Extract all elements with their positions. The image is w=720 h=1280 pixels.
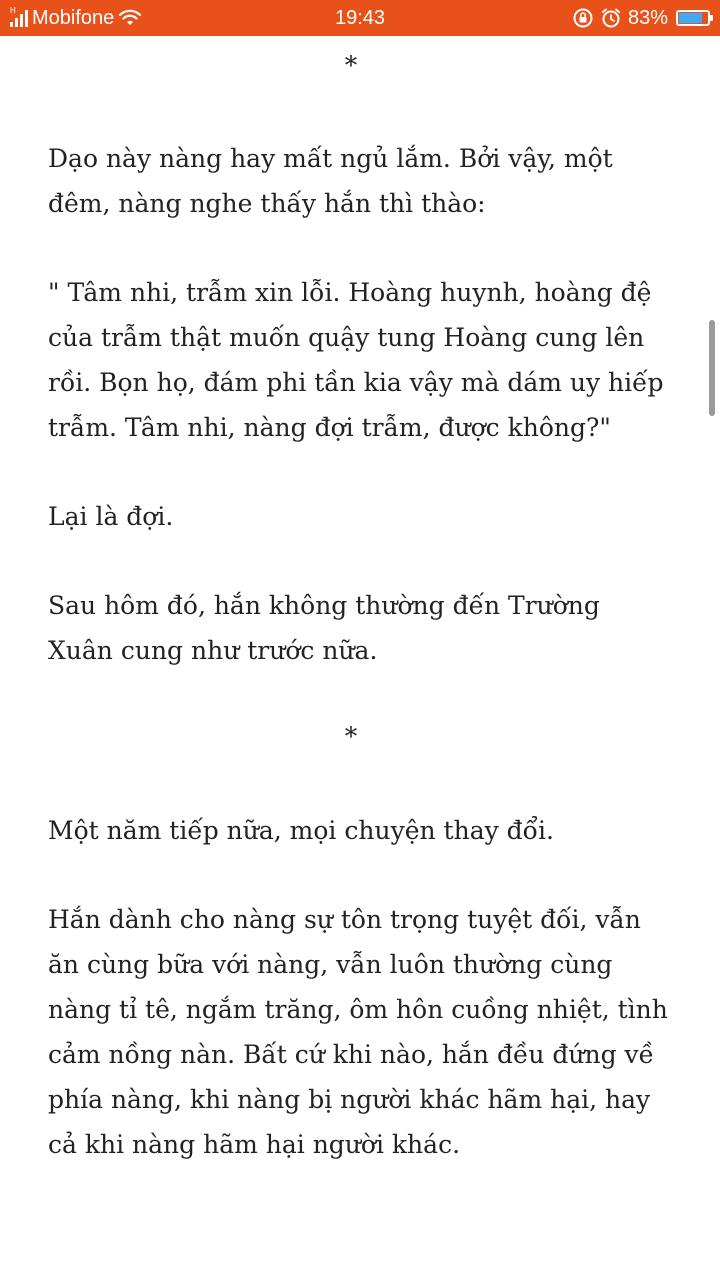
clock: 19:43 <box>334 7 386 29</box>
paragraph: Dạo này nàng hay mất ngủ lắm. Bởi vậy, một đêm, nàng nghe thấy hắn thì thào: <box>48 144 613 218</box>
alarm-icon <box>600 7 622 29</box>
paragraph: Sau hôm đó, hắn không thường đến Trường Xuân cung như trước nữa. <box>48 591 600 665</box>
carrier-name: Mobifone <box>32 6 115 29</box>
wifi-icon <box>118 9 142 27</box>
section-separator: * <box>344 51 358 80</box>
rotation-lock-icon <box>572 7 594 29</box>
network-type-label: H <box>10 6 16 15</box>
paragraph: Một năm tiếp nữa, mọi chuyện thay đổi. <box>48 816 554 845</box>
scrollbar-thumb[interactable] <box>709 320 715 416</box>
battery-level <box>679 13 702 23</box>
section-separator: * <box>344 722 358 751</box>
article-content <box>48 36 668 1167</box>
battery-percent: 83% <box>627 6 668 29</box>
status-right <box>572 0 710 36</box>
paragraph: Lại là đợi. <box>48 502 174 531</box>
status-bar <box>0 0 720 36</box>
signal-icon <box>10 6 28 27</box>
paragraph: " Tâm nhi, trẫm xin lỗi. Hoàng huynh, hoàng đệ của trẫm thật muốn quậy tung Hoàng cung lên rồi. Bọn họ, đám phi tần kia vậy mà dám uy hiếp trẫm. Tâm nhi, nàng đợi trẫm, được không?" <box>48 278 664 442</box>
battery-icon <box>676 10 710 26</box>
paragraph: Hắn dành cho nàng sự tôn trọng tuyệt đối, vẫn ăn cùng bữa với nàng, vẫn luôn thường cùng nàng tỉ tê, ngắm trăng, ôm hôn cuồng nhiệt, tình cảm nồng nàn. Bất cứ khi nào, hắn đều đứng về phía nàng, khi nàng bị người khác hãm hại, hay cả khi nàng hãm hại người khác. <box>48 905 668 1159</box>
status-left <box>10 0 142 36</box>
